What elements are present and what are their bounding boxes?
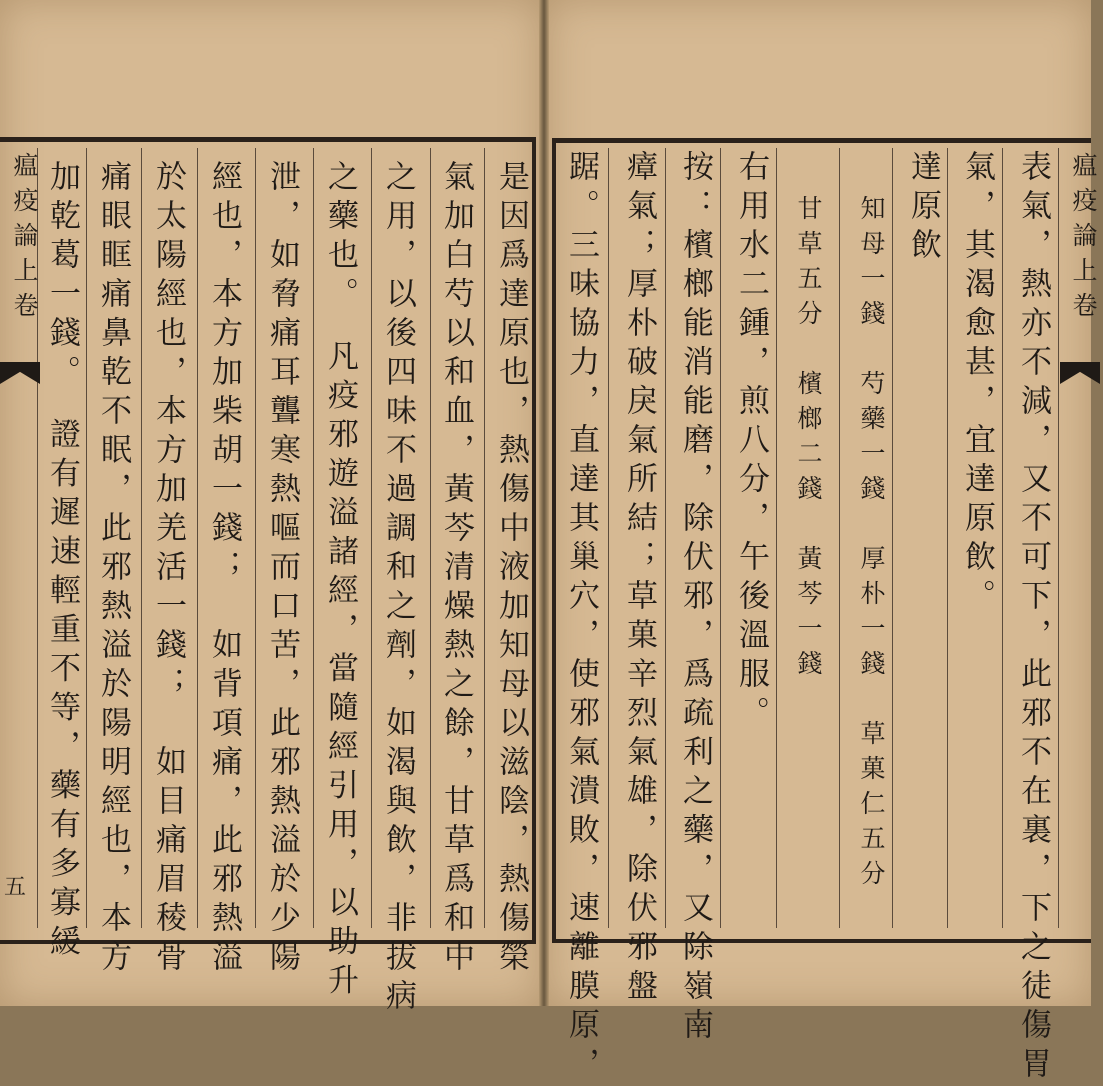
text-column: 之藥也。 凡疫邪遊溢諸經，當隨經引用，以助升	[322, 160, 358, 1003]
column-rule	[484, 148, 485, 928]
margin-title: 瘟疫論上卷	[10, 152, 39, 327]
column-rule	[86, 148, 87, 928]
text-column: 是因爲達原也，熱傷中液加知母以滋陰，熱傷榮	[493, 160, 529, 979]
column-rule	[255, 148, 256, 928]
text-column: 痛眼眶痛鼻乾不眠，此邪熱溢於陽明經也，本方	[95, 160, 131, 979]
text-column: 泄，如脅痛耳聾寒熱嘔而口苦，此邪熱溢於少陽	[264, 160, 300, 979]
text-column: 表氣，熱亦不減，又不可下，此邪不在裏，下之徒傷胃	[1015, 150, 1051, 1086]
column-rule	[1058, 148, 1059, 928]
column-rule	[665, 148, 666, 928]
column-rule	[1002, 148, 1003, 928]
column-rule	[313, 148, 314, 928]
column-rule	[776, 148, 777, 928]
column-rule	[947, 148, 948, 928]
text-column: 知母一錢 芍藥一錢 厚朴一錢 草菓仁五分	[857, 195, 886, 895]
text-column: 踞。三味協力，直達其巢穴，使邪氣潰敗，速離膜原，	[563, 150, 599, 1086]
text-column: 經也，本方加柴胡一錢； 如背項痛，此邪熱溢	[206, 160, 242, 979]
text-column: 氣加白芍以和血，黃芩清燥熱之餘，甘草爲和中	[438, 160, 474, 979]
text-column: 右用水二鍾，煎八分，午後溫服。	[733, 150, 769, 735]
column-rule	[608, 148, 609, 928]
column-rule	[892, 148, 893, 928]
text-column: 達原飲	[905, 150, 941, 267]
text-column: 於太陽經也，本方加羌活一錢； 如目痛眉稜骨	[150, 160, 186, 979]
text-column: 按：檳榔能消能磨，除伏邪，爲疏利之藥，又除嶺南	[677, 150, 713, 1047]
margin-title: 瘟疫論上卷	[1069, 152, 1098, 327]
text-column: 甘草五分 檳榔二錢 黃芩一錢	[794, 195, 823, 685]
page-number: 五	[4, 875, 27, 900]
column-rule	[197, 148, 198, 928]
column-rule	[430, 148, 431, 928]
column-rule	[371, 148, 372, 928]
text-column: 氣，其渴愈甚，宜達原飲。	[959, 150, 995, 618]
text-column: 加乾葛一錢。 證有遲速輕重不等，藥有多寡緩	[44, 160, 80, 964]
text-column: 瘴氣；厚朴破戾氣所結；草菓辛烈氣雄，除伏邪盤	[621, 150, 657, 1008]
text-column: 之用，以後四味不過調和之劑，如渴與飲，非拔病	[380, 160, 416, 1018]
column-rule	[839, 148, 840, 928]
book-gutter	[539, 0, 549, 1006]
column-rule	[720, 148, 721, 928]
column-rule	[141, 148, 142, 928]
